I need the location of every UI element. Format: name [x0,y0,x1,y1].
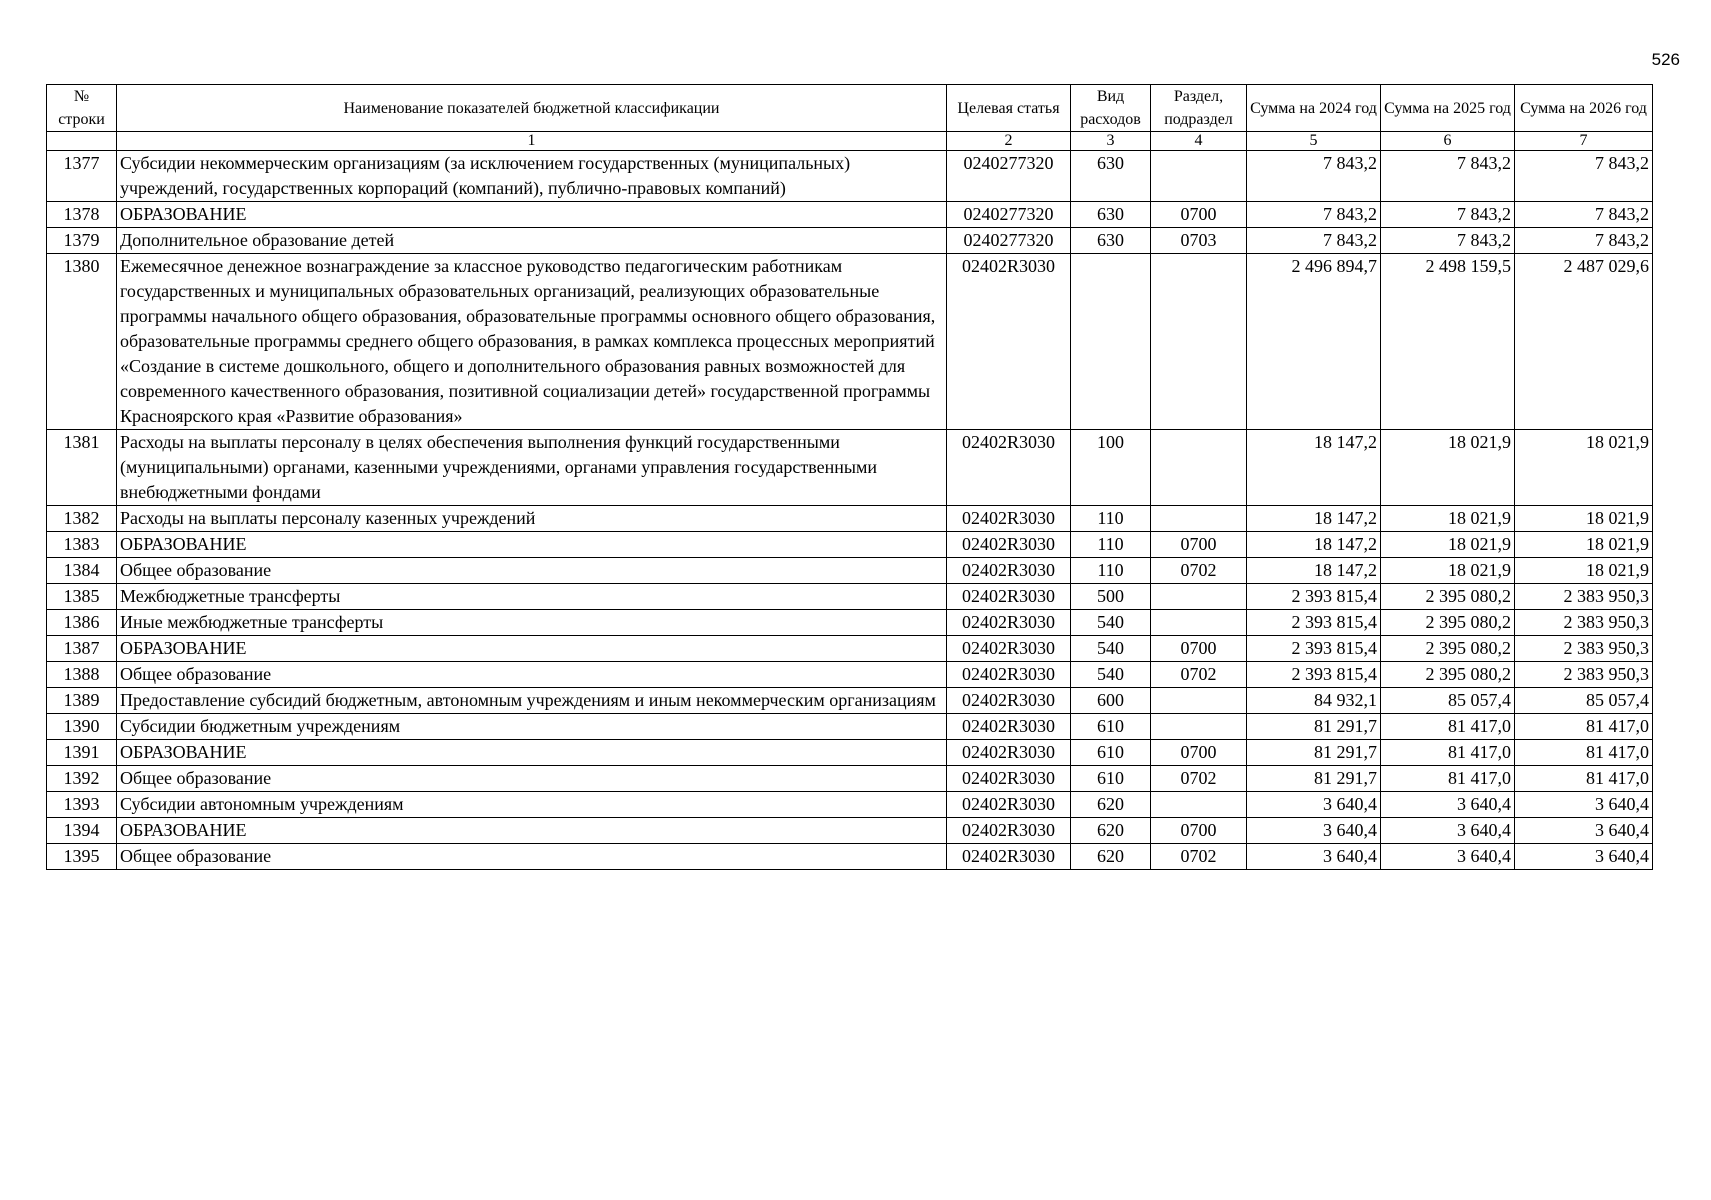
sum-2025: 3 640,4 [1381,792,1515,818]
expense-type: 610 [1071,740,1151,766]
sum-2026: 7 843,2 [1515,228,1653,254]
sum-2025: 18 021,9 [1381,558,1515,584]
target-article: 02402R3030 [947,714,1071,740]
sum-2026: 3 640,4 [1515,792,1653,818]
table-row [47,254,1653,430]
target-article: 02402R3030 [947,532,1071,558]
target-article: 02402R3030 [947,662,1071,688]
sum-2024: 2 393 815,4 [1247,636,1381,662]
table-row [47,558,1653,584]
header-row-number: № строки [47,85,117,132]
sum-2024: 7 843,2 [1247,151,1381,202]
target-article: 02402R3030 [947,636,1071,662]
section-code [1151,584,1247,610]
target-article: 02402R3030 [947,688,1071,714]
target-article: 02402R3030 [947,558,1071,584]
sum-2024: 3 640,4 [1247,818,1381,844]
row-name: Субсидии некоммерческим организациям (за исключением государственных (муниципальных) учреждений, государственных корпораций (компаний), публично-правовых компаний) [117,151,947,202]
sum-2024: 18 147,2 [1247,532,1381,558]
expense-type: 630 [1071,202,1151,228]
table-row [47,740,1653,766]
section-code: 0702 [1151,662,1247,688]
table-row [47,506,1653,532]
header-sum-2024: Сумма на 2024 год [1247,85,1381,132]
row-name: Дополнительное образование детей [117,228,947,254]
sum-2025: 2 395 080,2 [1381,610,1515,636]
row-number: 1385 [47,584,117,610]
sum-2026: 7 843,2 [1515,202,1653,228]
row-name: Субсидии бюджетным учреждениям [117,714,947,740]
row-name: Общее образование [117,558,947,584]
sum-2026: 3 640,4 [1515,818,1653,844]
row-name: Расходы на выплаты персоналу в целях обеспечения выполнения функций государственными (муниципальными) органами, казенными учреждениями, органами управления государственными внебюджетными фондами [117,430,947,506]
table-row [47,532,1653,558]
section-code [1151,792,1247,818]
row-name: ОБРАЗОВАНИЕ [117,202,947,228]
row-name: ОБРАЗОВАНИЕ [117,818,947,844]
sum-2026: 85 057,4 [1515,688,1653,714]
row-number: 1386 [47,610,117,636]
row-name: Общее образование [117,844,947,870]
row-number: 1381 [47,430,117,506]
header-target-article: Целевая статья [947,85,1071,132]
table-row [47,714,1653,740]
sum-2026: 2 383 950,3 [1515,662,1653,688]
expense-type: 610 [1071,766,1151,792]
sum-2025: 2 395 080,2 [1381,584,1515,610]
table-header-row [47,85,1653,132]
row-number: 1382 [47,506,117,532]
row-name: Межбюджетные трансферты [117,584,947,610]
sum-2025: 3 640,4 [1381,844,1515,870]
sum-2024: 3 640,4 [1247,844,1381,870]
row-number: 1383 [47,532,117,558]
table-row [47,430,1653,506]
expense-type: 630 [1071,151,1151,202]
section-code: 0700 [1151,202,1247,228]
sum-2026: 81 417,0 [1515,714,1653,740]
sum-2026: 2 383 950,3 [1515,610,1653,636]
sum-2024: 7 843,2 [1247,228,1381,254]
sum-2025: 81 417,0 [1381,766,1515,792]
target-article: 02402R3030 [947,254,1071,430]
section-code: 0700 [1151,636,1247,662]
sum-2025: 18 021,9 [1381,532,1515,558]
sum-2024: 2 393 815,4 [1247,610,1381,636]
expense-type: 620 [1071,818,1151,844]
row-number: 1390 [47,714,117,740]
sum-2026: 81 417,0 [1515,740,1653,766]
row-number: 1395 [47,844,117,870]
sum-2025: 3 640,4 [1381,818,1515,844]
section-code [1151,430,1247,506]
sum-2025: 7 843,2 [1381,151,1515,202]
section-code [1151,506,1247,532]
sum-2025: 18 021,9 [1381,506,1515,532]
budget-table [46,84,1653,870]
row-number: 1387 [47,636,117,662]
column-number: 7 [1515,132,1653,151]
section-code: 0702 [1151,558,1247,584]
sum-2025: 2 498 159,5 [1381,254,1515,430]
sum-2026: 2 383 950,3 [1515,636,1653,662]
sum-2026: 18 021,9 [1515,558,1653,584]
column-number: 6 [1381,132,1515,151]
sum-2024: 18 147,2 [1247,430,1381,506]
sum-2026: 18 021,9 [1515,532,1653,558]
sum-2025: 18 021,9 [1381,430,1515,506]
row-number: 1393 [47,792,117,818]
sum-2026: 7 843,2 [1515,151,1653,202]
expense-type: 610 [1071,714,1151,740]
sum-2025: 85 057,4 [1381,688,1515,714]
sum-2024: 7 843,2 [1247,202,1381,228]
section-code: 0702 [1151,844,1247,870]
target-article: 0240277320 [947,202,1071,228]
table-row [47,636,1653,662]
table-row [47,228,1653,254]
expense-type: 620 [1071,792,1151,818]
target-article: 02402R3030 [947,610,1071,636]
target-article: 02402R3030 [947,584,1071,610]
expense-type: 110 [1071,532,1151,558]
row-number: 1378 [47,202,117,228]
row-number: 1379 [47,228,117,254]
sum-2026: 3 640,4 [1515,844,1653,870]
expense-type: 540 [1071,610,1151,636]
row-number: 1392 [47,766,117,792]
row-number: 1391 [47,740,117,766]
header-name: Наименование показателей бюджетной классификации [117,85,947,132]
target-article: 02402R3030 [947,506,1071,532]
sum-2024: 84 932,1 [1247,688,1381,714]
column-number: 3 [1071,132,1151,151]
sum-2024: 2 496 894,7 [1247,254,1381,430]
section-code [1151,714,1247,740]
section-code [1151,151,1247,202]
section-code [1151,254,1247,430]
table-row [47,151,1653,202]
sum-2026: 2 487 029,6 [1515,254,1653,430]
expense-type: 540 [1071,662,1151,688]
expense-type: 600 [1071,688,1151,714]
sum-2025: 2 395 080,2 [1381,636,1515,662]
target-article: 0240277320 [947,228,1071,254]
target-article: 0240277320 [947,151,1071,202]
sum-2024: 2 393 815,4 [1247,584,1381,610]
header-expense-type: Вид расходов [1071,85,1151,132]
expense-type: 100 [1071,430,1151,506]
row-name: Ежемесячное денежное вознаграждение за классное руководство педагогическим работникам государственных и муниципальных образовательных организаций, реализующих образовательные программы начального общего образования, образовательные программы основного общего образования, образовательные программы среднего общего образования, в рамках комплекса процессных мероприятий «Создание в системе дошкольного, общего и дополнительного образования равных возможностей для современного качественного образования, позитивной социализации детей» государственной программы Красноярского края «Развитие образования» [117,254,947,430]
table-row [47,844,1653,870]
expense-type: 620 [1071,844,1151,870]
target-article: 02402R3030 [947,430,1071,506]
sum-2025: 2 395 080,2 [1381,662,1515,688]
table-body [47,151,1653,870]
target-article: 02402R3030 [947,740,1071,766]
sum-2024: 18 147,2 [1247,558,1381,584]
section-code: 0703 [1151,228,1247,254]
row-name: ОБРАЗОВАНИЕ [117,740,947,766]
target-article: 02402R3030 [947,766,1071,792]
row-number: 1388 [47,662,117,688]
expense-type: 540 [1071,636,1151,662]
column-number: 5 [1247,132,1381,151]
row-number: 1389 [47,688,117,714]
column-number-row [47,132,1653,151]
sum-2025: 7 843,2 [1381,228,1515,254]
row-name: Предоставление субсидий бюджетным, автономным учреждениям и иным некоммерческим организациям [117,688,947,714]
row-name: Общее образование [117,662,947,688]
target-article: 02402R3030 [947,818,1071,844]
column-number: 2 [947,132,1071,151]
section-code: 0700 [1151,532,1247,558]
sum-2025: 81 417,0 [1381,740,1515,766]
expense-type: 630 [1071,228,1151,254]
row-name: Общее образование [117,766,947,792]
sum-2024: 81 291,7 [1247,740,1381,766]
table-row [47,818,1653,844]
sum-2024: 81 291,7 [1247,766,1381,792]
header-sum-2025: Сумма на 2025 год [1381,85,1515,132]
section-code: 0700 [1151,818,1247,844]
row-number: 1384 [47,558,117,584]
table-row [47,766,1653,792]
table-row [47,202,1653,228]
row-name: ОБРАЗОВАНИЕ [117,636,947,662]
header-section: Раздел, подраздел [1151,85,1247,132]
row-name: Расходы на выплаты персоналу казенных учреждений [117,506,947,532]
sum-2026: 18 021,9 [1515,430,1653,506]
row-number: 1377 [47,151,117,202]
expense-type: 110 [1071,558,1151,584]
target-article: 02402R3030 [947,792,1071,818]
table-row [47,584,1653,610]
sum-2024: 81 291,7 [1247,714,1381,740]
table-row [47,662,1653,688]
expense-type: 110 [1071,506,1151,532]
table-row [47,688,1653,714]
sum-2026: 81 417,0 [1515,766,1653,792]
target-article: 02402R3030 [947,844,1071,870]
expense-type: 500 [1071,584,1151,610]
sum-2026: 18 021,9 [1515,506,1653,532]
column-number-empty [47,132,117,151]
sum-2026: 2 383 950,3 [1515,584,1653,610]
column-number: 4 [1151,132,1247,151]
expense-type [1071,254,1151,430]
row-name: Субсидии автономным учреждениям [117,792,947,818]
column-number: 1 [117,132,947,151]
section-code: 0702 [1151,766,1247,792]
row-name: Иные межбюджетные трансферты [117,610,947,636]
sum-2024: 3 640,4 [1247,792,1381,818]
sum-2025: 81 417,0 [1381,714,1515,740]
row-number: 1394 [47,818,117,844]
section-code: 0700 [1151,740,1247,766]
page-number: 526 [1651,50,1680,69]
section-code [1151,688,1247,714]
row-name: ОБРАЗОВАНИЕ [117,532,947,558]
sum-2024: 2 393 815,4 [1247,662,1381,688]
row-number: 1380 [47,254,117,430]
sum-2025: 7 843,2 [1381,202,1515,228]
section-code [1151,610,1247,636]
header-sum-2026: Сумма на 2026 год [1515,85,1653,132]
table-row [47,792,1653,818]
sum-2024: 18 147,2 [1247,506,1381,532]
table-row [47,610,1653,636]
